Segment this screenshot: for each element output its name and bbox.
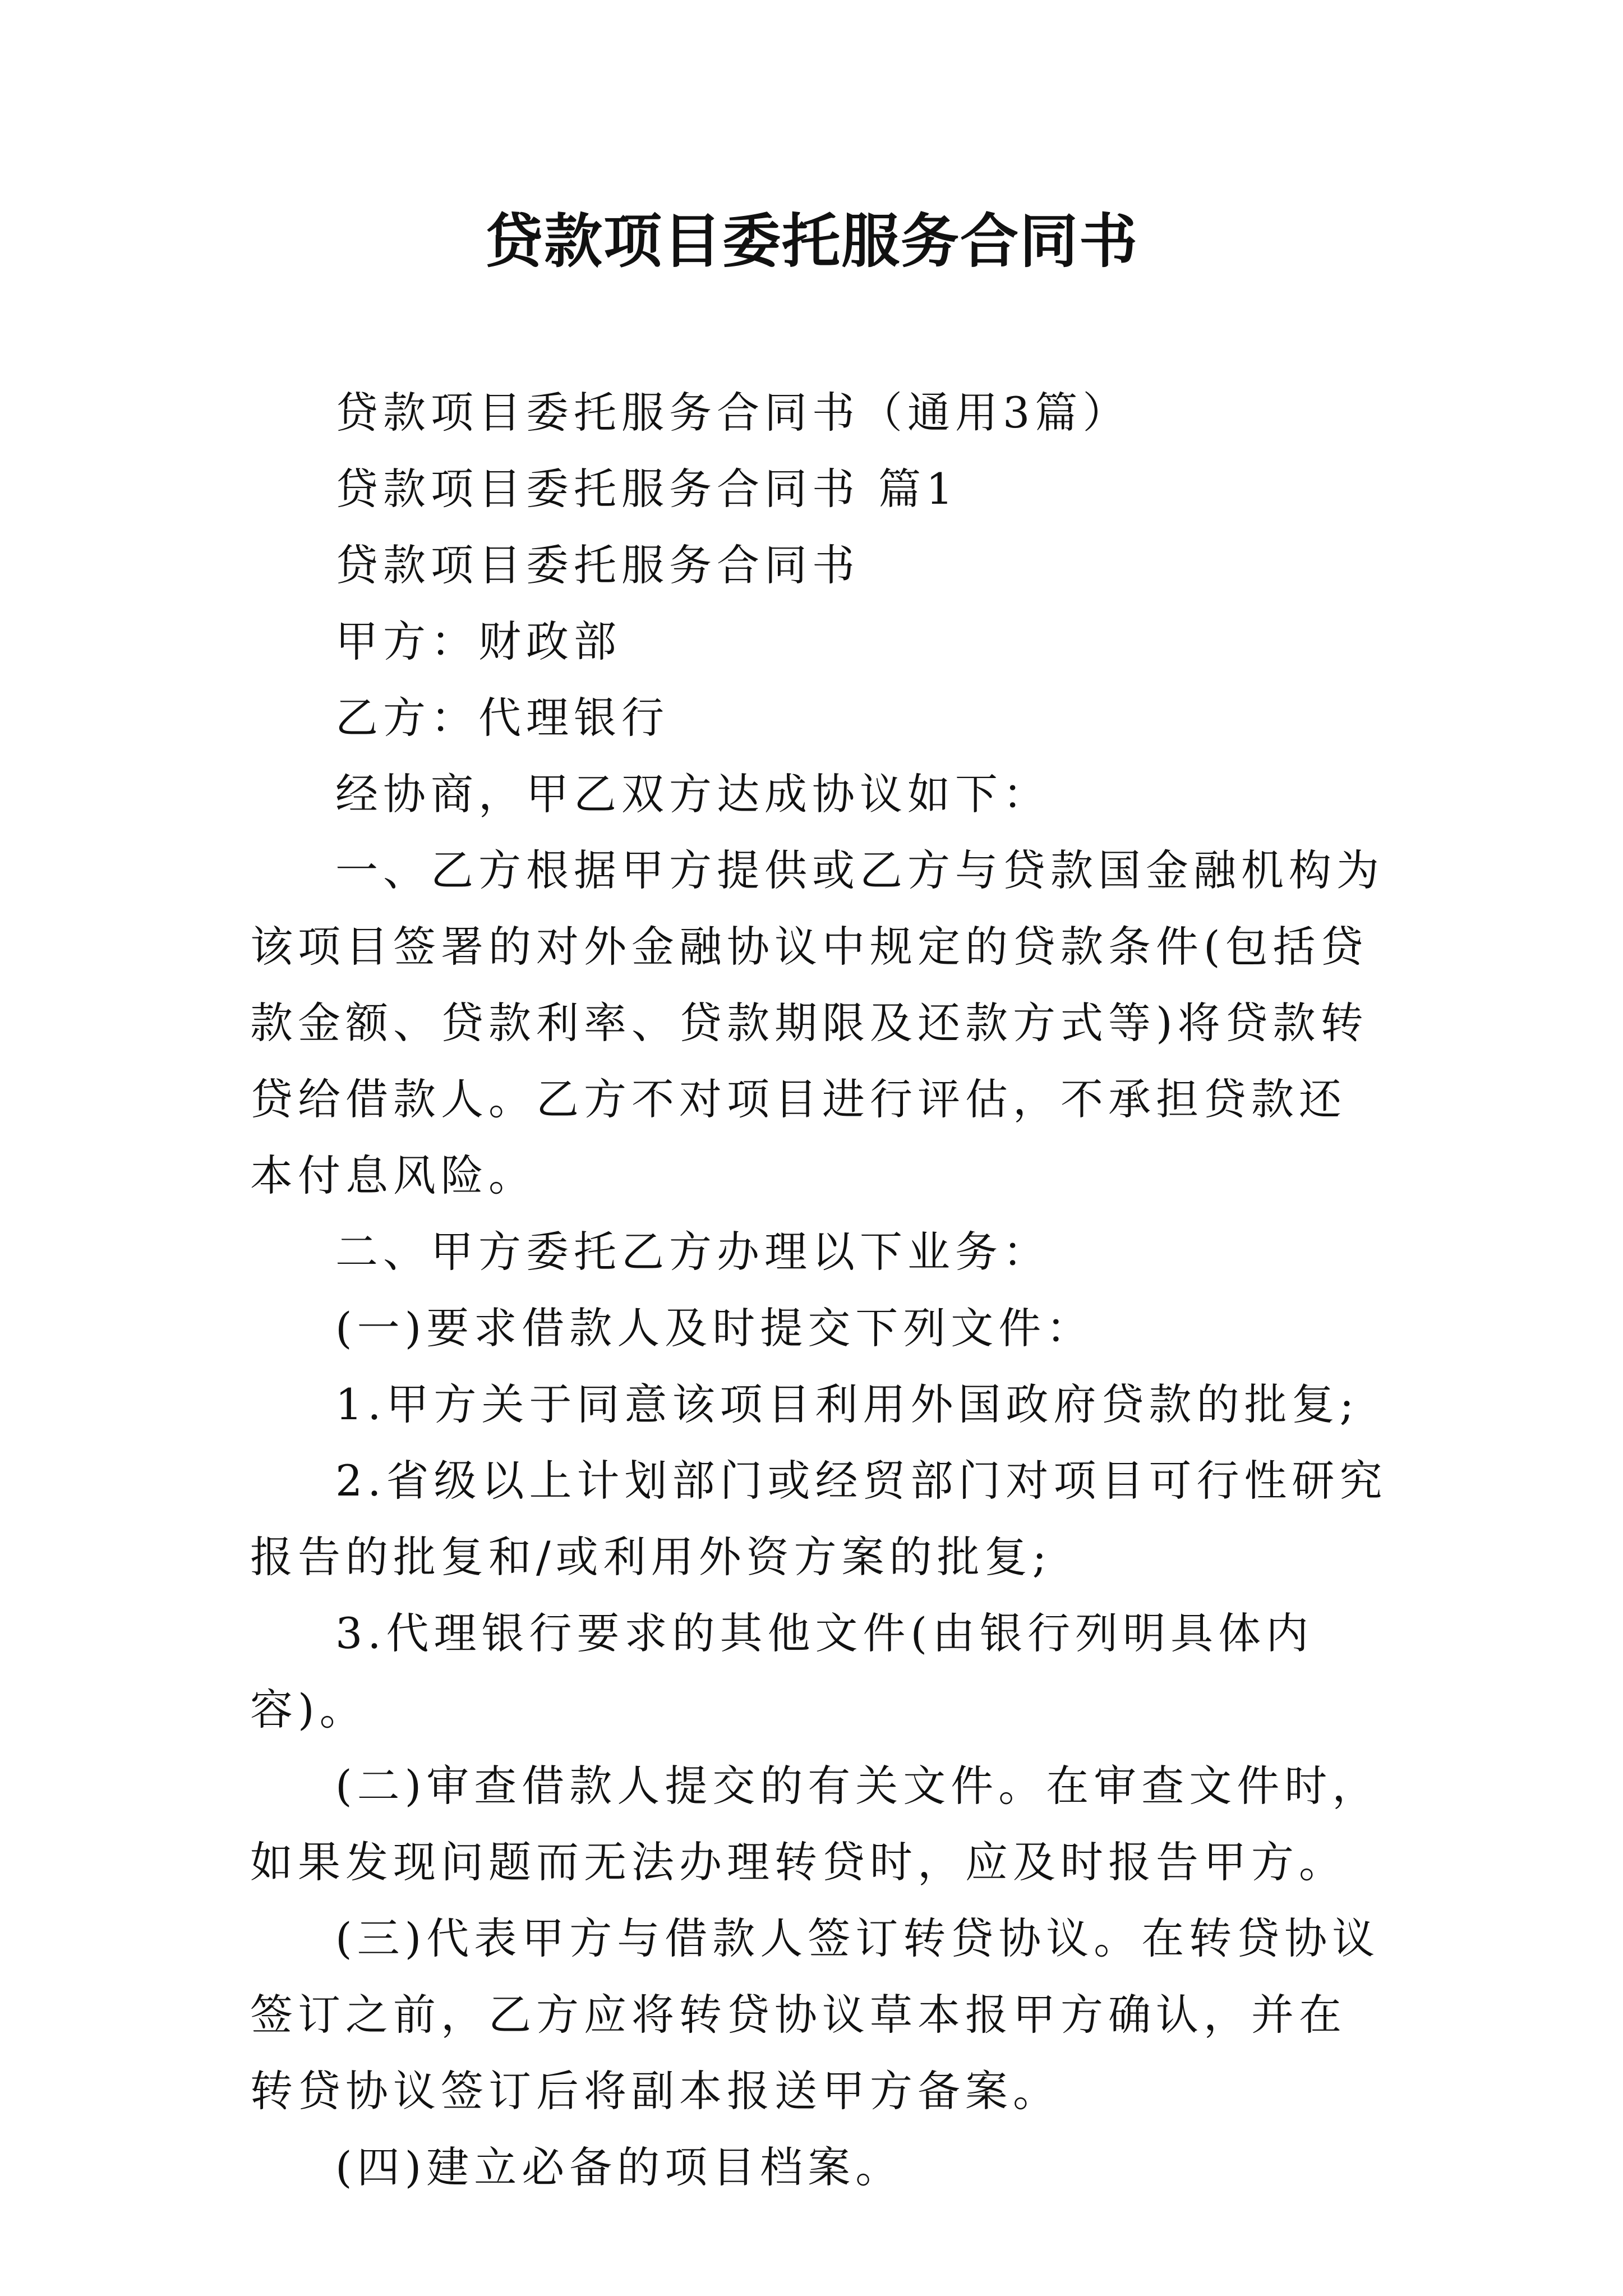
paragraph-subitem-3: 3.代理银行要求的其他文件(由银行列明具体内容)。 — [250, 1608, 1314, 1734]
paragraph-subitem-1: 1.甲方关于同意该项目利用外国政府贷款的批复; — [335, 1379, 1359, 1429]
paragraph-subtitle: 贷款项目委托服务合同书（通用3篇） — [335, 388, 1131, 438]
paragraph-party-b: 乙方：代理银行 — [335, 693, 669, 743]
document-body — [250, 375, 1390, 2206]
paragraph-party-a: 甲方：财政部 — [335, 616, 621, 666]
paragraph-item-4: (四)建立必备的项目档案。 — [335, 2142, 903, 2192]
paragraph-item-3: (三)代表甲方与借款人签订转贷协议。在转贷协议签订之前，乙方应将转贷协议草本报甲方确认，并在转贷协议签订后将副本报送甲方备案。 — [250, 1913, 1380, 2116]
paragraph-part-heading: 贷款项目委托服务合同书 篇1 — [335, 464, 958, 514]
paragraph-item-1: (一)要求借款人及时提交下列文件： — [335, 1303, 1094, 1353]
paragraph-subitem-2: 2.省级以上计划部门或经贸部门对项目可行性研究报告的批复和/或利用外资方案的批复; — [250, 1456, 1387, 1582]
paragraph-item-2: (二)审查借款人提交的有关文件。在审查文件时，如果发现问题而无法办理转贷时，应及时报告甲方。 — [250, 1761, 1380, 1887]
paragraph-agreement-intro: 经协商，甲乙双方达成协议如下： — [335, 769, 1050, 819]
paragraph-contract-name: 贷款项目委托服务合同书 — [335, 540, 860, 590]
document-title: 贷款项目委托服务合同书 — [484, 206, 1138, 275]
paragraph-clause-1: 一、乙方根据甲方提供或乙方与贷款国金融机构为该项目签署的对外金融协议中规定的贷款条件(包括贷款金额、贷款利率、贷款期限及还款方式等)将贷款转贷给借款人。乙方不对项目进行评估，不承担贷款还本付息风险。 — [250, 845, 1384, 1200]
paragraph-clause-2: 二、甲方委托乙方办理以下业务： — [335, 1227, 1050, 1277]
